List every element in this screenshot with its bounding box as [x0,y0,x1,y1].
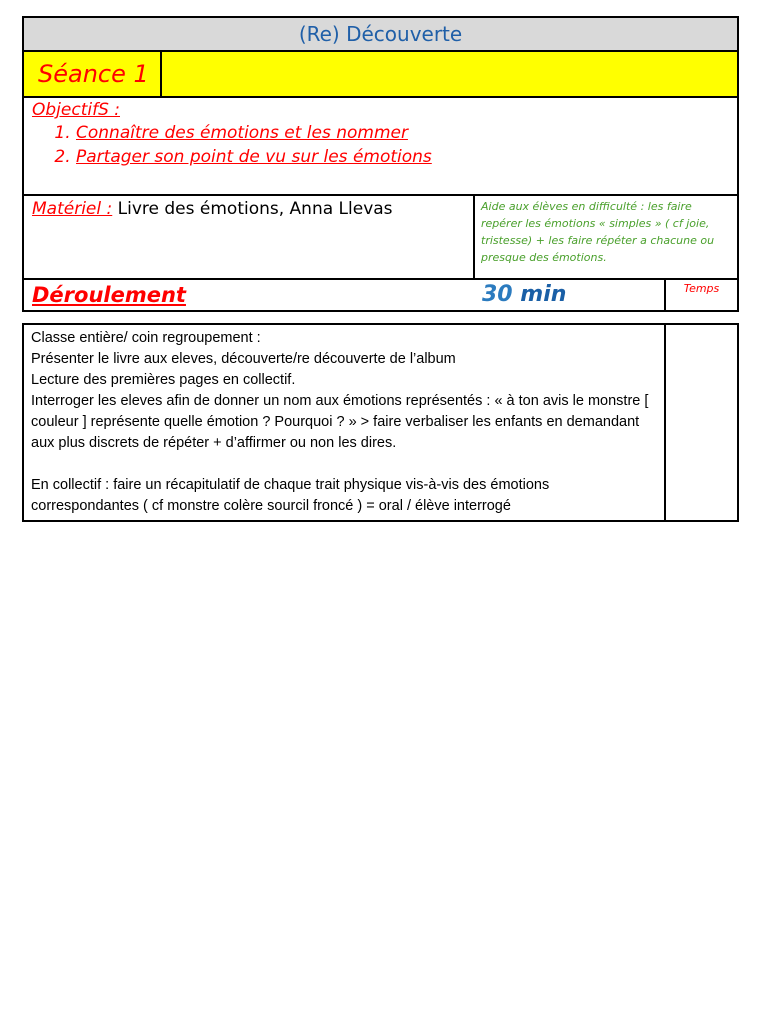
lesson-header-table [22,16,739,312]
objectifs-section [23,97,738,195]
temps-label: Temps [665,279,738,311]
lesson-title: (Re) Découverte [23,17,738,51]
content-line: Interroger les eleves afin de donner un nom aux émotions représentés : « à ton avis le monstre [ couleur ] représente quelle émotion ? Pourquoi ? » > faire verbaliser les enfants en demandant aux plus discrets de répéter + d’affirmer ou non les dires. [31,393,649,451]
temps-value-cell [665,324,738,521]
aide-difficulte-note: Aide aux élèves en difficulté : les faire repérer les émotions « simples » ( cf joie, tristesse) + les faire répéter a chacune ou presque des émotions. [474,195,738,279]
materiel-value: Livre des émotions, Anna Llevas [117,199,393,219]
content-line: Classe entière/ coin regroupement : [31,330,261,346]
deroulement-row [23,279,665,311]
materiel-section [23,195,474,279]
content-line: Présenter le livre aux eleves, découverte/re découverte de l’album [31,351,456,367]
content-line: En collectif : faire un récapitulatif de chaque trait physique vis-à-vis des émotions correspondantes ( cf monstre colère sourcil froncé ) = oral / élève interrogé [31,477,550,514]
materiel-label: Matériel : [32,199,113,219]
deroulement-label: Déroulement [32,283,186,307]
duree-unit: min [520,282,567,307]
deroulement-content [23,324,665,521]
content-blank-line [31,454,657,475]
seance-label: Séance 1 [23,51,161,97]
seance-value [161,51,738,97]
duree-value: 30 [482,282,513,307]
objectifs-heading: ObjectifS : [32,100,120,120]
duree [482,282,566,307]
content-line: Lecture des premières pages en collectif. [31,372,296,388]
objectif-item: 1. Connaître des émotions et les nommer [76,121,729,145]
deroulement-content-table [22,323,739,522]
objectif-item: 2. Partager son point de vu sur les émotions [76,145,729,169]
objectifs-list [32,121,729,169]
